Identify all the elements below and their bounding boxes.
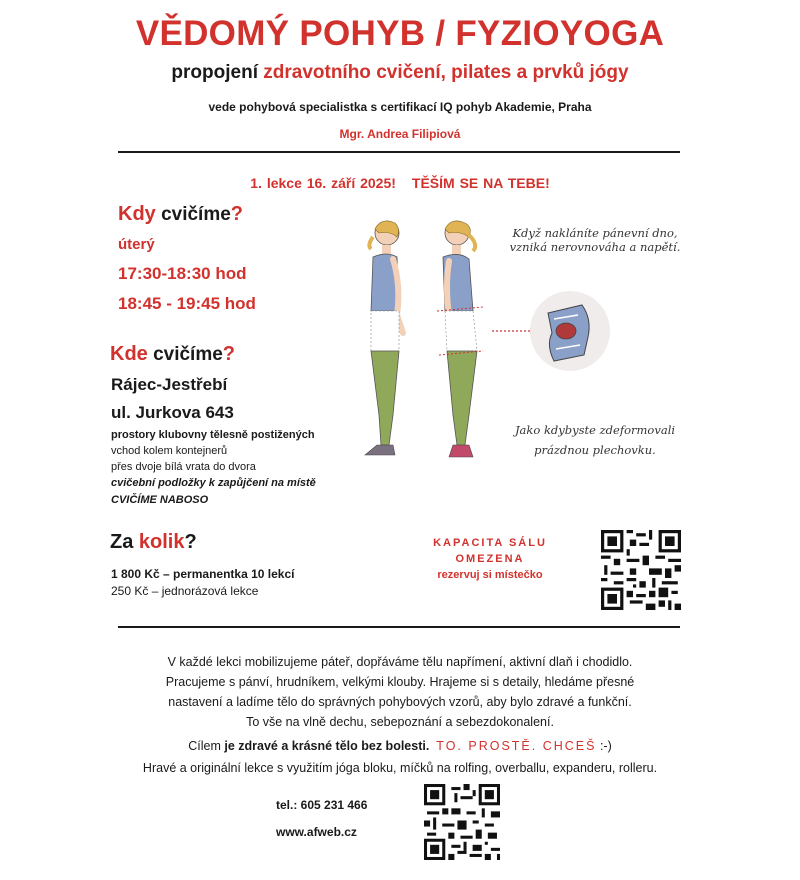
can-illustration: [490, 275, 610, 385]
description-goal: [60, 736, 740, 756]
goal-bold: zdravé a krásné tělo bez bolesti.: [234, 739, 430, 753]
caption-top: [495, 226, 695, 254]
price-heading: [110, 531, 197, 554]
when-keyword: Kdy: [118, 203, 156, 225]
when-rest: cvičíme: [155, 204, 231, 225]
price-single: 250 Kč – jednorázová lekce: [111, 584, 259, 598]
qr-code-reservation[interactable]: [600, 530, 682, 610]
goal-smile: :-): [596, 739, 612, 753]
figure-correct-posture: [365, 221, 403, 455]
description-paragraph-4: Hravé a originální lekce s využitím jóga bloku, míčků na rolfing, overballu, expanderu, rolleru.: [142, 761, 658, 775]
contact-web[interactable]: www.afweb.cz: [276, 825, 357, 839]
when-time-1: 17:30-18:30 hod: [118, 264, 247, 283]
when-heading: [118, 203, 243, 226]
subtitle-highlight: zdravotního cvičení, pilates a prvků jógy: [263, 62, 629, 83]
where-rest: cvičíme: [147, 344, 223, 365]
announcement: [0, 175, 800, 191]
where-heading: [110, 343, 235, 366]
contact-phone[interactable]: tel.: 605 231 466: [276, 798, 368, 812]
when-time-2: 18:45 - 19:45 hod: [118, 294, 256, 313]
caption-top-line-2: vzniká nerovnováha a napětí.: [509, 240, 681, 254]
caption-top-line-1: Když nakláníte pánevní dno,: [512, 226, 678, 240]
where-mats: cvičební podložky k zapůjčení na místě: [111, 477, 316, 489]
where-keyword: Kde: [110, 343, 148, 365]
when-day: úterý: [118, 236, 155, 253]
goal-je: je: [224, 739, 235, 753]
description-line-1: V každé lekci mobilizujeme páteř, dopřáváme tělu napřímení, aktivní dlaň i chodidlo.: [167, 655, 633, 669]
first-lesson-date: 1. lekce 16. září 2025!: [250, 175, 396, 191]
greeting: TĚŠÍM SE NA TEBE!: [411, 175, 550, 191]
page-title: VĚDOMÝ POHYB / FYZIOYOGA: [135, 14, 665, 53]
where-mark: ?: [222, 343, 236, 365]
subtitle-prefix: propojení: [171, 62, 264, 83]
capacity-reserve: rezervuj si místečko: [437, 569, 543, 581]
price-keyword: kolik: [138, 531, 185, 553]
when-mark: ?: [230, 203, 244, 225]
where-entrance: vchod kolem kontejnerů: [111, 445, 228, 457]
where-barefoot: CVIČÍME NABOSO: [111, 494, 209, 506]
price-prefix: Za: [110, 531, 139, 553]
goal-prefix: Cílem: [188, 739, 225, 753]
posture-illustration: [345, 215, 485, 470]
instructor-name: Mgr. Andrea Filipiová: [339, 127, 461, 141]
qr-code-website[interactable]: [424, 784, 500, 860]
divider-bottom: [118, 626, 680, 628]
capacity-line-2: OMEZENA: [455, 553, 525, 565]
page-subtitle: [0, 62, 800, 84]
capacity-line-1: KAPACITA SÁLU: [433, 537, 547, 549]
where-town: Rájec-Jestřebí: [111, 375, 228, 394]
caption-bottom-line-1: Jako kdybyste zdeformovali: [514, 423, 676, 437]
where-venue: prostory klubovny tělesně postižených: [111, 429, 315, 441]
description-line-3: nastavení a ladíme tělo do správných pohybových vzorů, aby bylo zdravé a funkční.: [168, 695, 632, 709]
description-line-2: Pracujeme s pánví, hrudníkem, velkými klouby. Hrajeme si s detaily, hledáme přesné: [165, 675, 635, 689]
caption-bottom: [495, 420, 695, 460]
description-paragraph-2: To vše na vlně dechu, sebepoznání a sebezdokonalení.: [246, 715, 554, 729]
description-paragraph-1: [60, 652, 740, 712]
divider-top: [118, 151, 680, 153]
price-pass: 1 800 Kč – permanentka 10 lekcí: [111, 567, 295, 581]
price-mark: ?: [184, 531, 197, 553]
instructor-credentials: vede pohybová specialistka s certifikací IQ pohyb Akademie, Praha: [208, 100, 592, 114]
figure-tilted-posture: [437, 221, 483, 457]
caption-bottom-line-2: prázdnou plechovku.: [534, 443, 656, 457]
where-gate: přes dvoje bílá vrata do dvora: [111, 461, 256, 473]
goal-highlight: TO. PROSTĚ. CHCEŠ: [436, 739, 597, 753]
where-street: ul. Jurkova 643: [111, 403, 234, 422]
